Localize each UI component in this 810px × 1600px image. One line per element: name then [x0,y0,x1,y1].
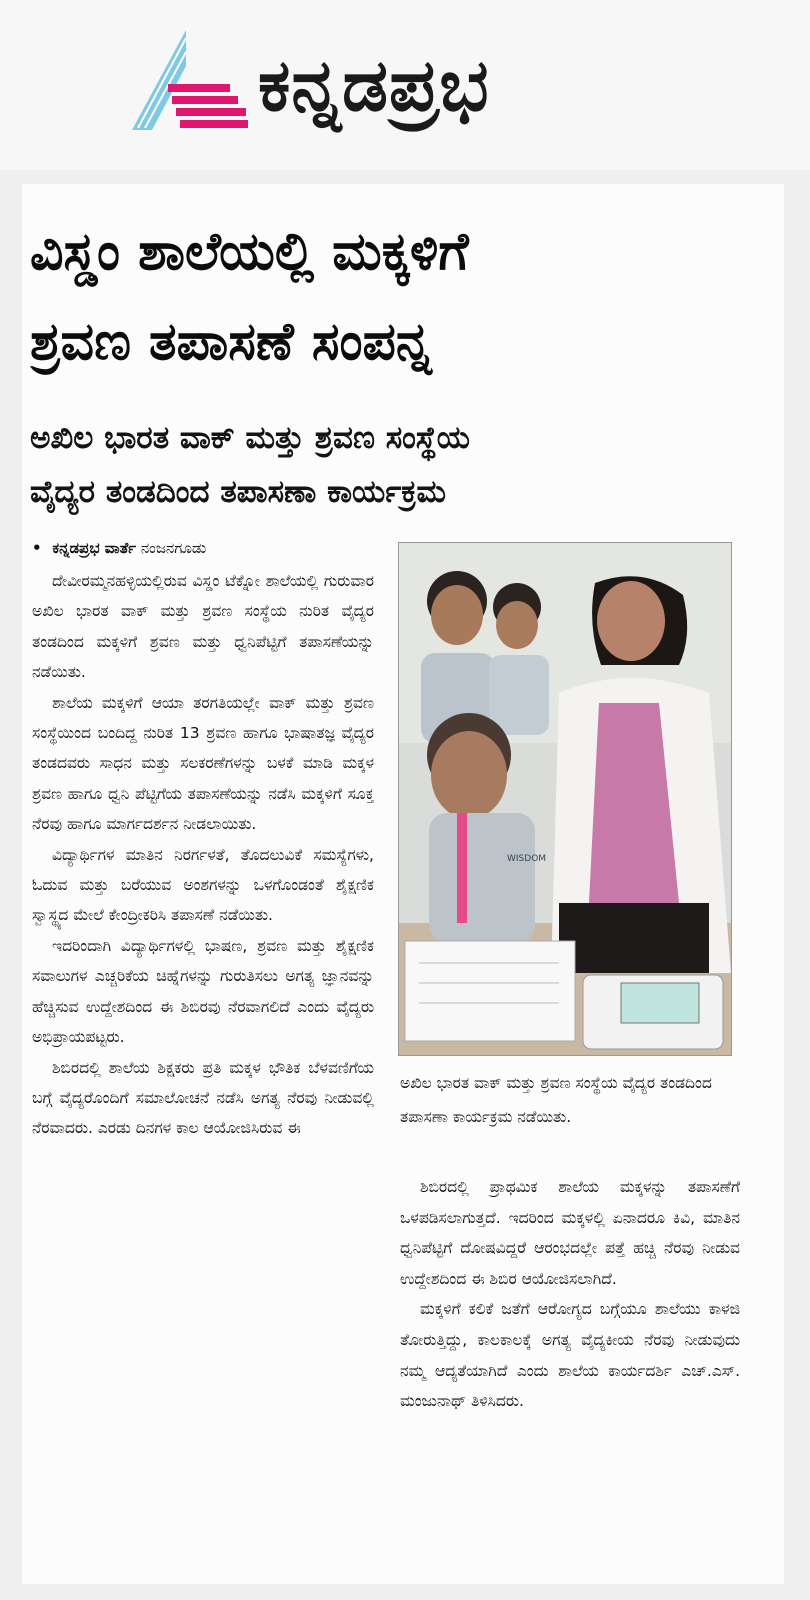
article-column-right [400,1172,740,1417]
byline-place: ನಂಜನಗೂಡು [140,539,207,557]
kannada-prabha-logo-icon [128,28,248,134]
article-paragraph: ಮಕ್ಕಳಿಗೆ ಕಲಿಕೆ ಜತೆಗೆ ಆರೋಗ್ಯದ ಬಗ್ಗೆಯೂ ಶಾಲೆಯು ಕಾಳಜಿ ತೋರುತ್ತಿದ್ದು, ಕಾಲಕಾಲಕ್ಕೆ ಅಗತ್ಯ ವೈದ್ಯಕೀಯ ನೆರವು ನೀಡುವುದು ನಮ್ಮ ಆದ್ಯತೆಯಾಗಿದೆ ಎಂದು ಶಾಲೆಯ ಕಾರ್ಯದರ್ಶಿ ಎಚ್.ಎಸ್. ಮಂಜುನಾಥ್ ತಿಳಿಸಿದರು. [400,1300,740,1411]
headline-line-1: ವಿಸ್ಡಂ ಶಾಲೆಯಲ್ಲಿ ಮಕ್ಕಳಿಗೆ [30,222,469,282]
photo-caption: ಅಖಿಲ ಭಾರತ ವಾಕ್ ಮತ್ತು ಶ್ರವಣ ಸಂಸ್ಥೆಯ ವೈದ್ಯರ ತಂಡದಿಂದ ತಪಾಸಣಾ ಕಾರ್ಯಕ್ರಮ ನಡೆಯಿತು. [400,1074,712,1126]
shirt-text: WISDOM [507,854,547,864]
masthead [0,0,810,170]
hearing-test-photo [399,543,731,1055]
masthead-title: ಕನ್ನಡಪ್ರಭ [258,43,490,127]
bullet-icon: • [32,539,42,557]
article-paragraph: ವಿದ್ಯಾರ್ಥಿಗಳ ಮಾತಿನ ನಿರರ್ಗಳತೆ, ತೊದಲುವಿಕೆ ಸಮಸ್ಯೆಗಳು, ಓದುವ ಮತ್ತು ಬರೆಯುವ ಅಂಶಗಳನ್ನು ಒಳಗೊಂಡಂತೆ ಶೈಕ್ಷಣಿಕ ಸ್ವಾಸ್ಥ್ಯದ ಮೇಲೆ ಕೇಂದ್ರೀಕರಿಸಿ ತಪಾಸಣೆ ನಡೆಯಿತು. [32,845,374,925]
byline-source: ಕನ್ನಡಪ್ರಭ ವಾರ್ತೆ [52,539,137,557]
article-paragraph: ಶಿಬಿರದಲ್ಲಿ ಶಾಲೆಯ ಶಿಕ್ಷಕರು ಪ್ರತಿ ಮಕ್ಕಳ ಭೌತಿಕ ಬೆಳವಣಿಗೆಯ ಬಗ್ಗೆ ವೈದ್ಯರೊಂದಿಗೆ ಸಮಾಲೋಚನೆ ನಡೆಸಿ ಅಗತ್ಯ ನೆರವು ನೀಡುವಲ್ಲಿ ನೆರವಾದರು. ಎರಡು ದಿನಗಳ ಕಾಲ ಆಯೋಜಿಸಿರುವ ಈ [32,1058,374,1138]
article-paragraph: ದೇವೀರಮ್ಮನಹಳ್ಳಿಯಲ್ಲಿರುವ ವಿಸ್ಡಂ ಟೆಕ್ನೋ ಶಾಲೆಯಲ್ಲಿ ಗುರುವಾರ ಅಖಿಲ ಭಾರತ ವಾಕ್ ಮತ್ತು ಶ್ರವಣ ಸಂಸ್ಥೆಯ ನುರಿತ ವೈದ್ಯರ ತಂಡದಿಂದ ಮಕ್ಕಳಿಗೆ ಶ್ರವಣ ಮತ್ತು ಧ್ವನಿಪೆಟ್ಟಿಗೆ ತಪಾಸಣೆಯನ್ನು ನಡೆಯಿತು. [32,572,374,682]
article-paragraph: ಇದರಿಂದಾಗಿ ವಿದ್ಯಾರ್ಥಿಗಳಲ್ಲಿ ಭಾಷಣ, ಶ್ರವಣ ಮತ್ತು ಶೈಕ್ಷಣಿಕ ಸವಾಲುಗಳ ಎಚ್ಚರಿಕೆಯ ಚಿಹ್ನೆಗಳನ್ನು ಗುರುತಿಸಲು ಅಗತ್ಯ ಜ್ಞಾನವನ್ನು ಹೆಚ್ಚಿಸುವ ಉದ್ದೇಶದಿಂದ ಈ ಶಿಬಿರವು ನೆರವಾಗಲಿದೆ ಎಂದು ವೈದ್ಯರು ಅಭಿಪ್ರಾಯಪಟ್ಟರು. [32,936,374,1047]
article-column-left [32,566,374,1144]
subheadline-line-2: ವೈದ್ಯರ ತಂಡದಿಂದ ತಪಾಸಣಾ ಕಾರ್ಯಕ್ರಮ [30,474,447,510]
subheadline-line-1: ಅಖಿಲ ಭಾರತ ವಾಕ್ ಮತ್ತು ಶ್ರವಣ ಸಂಸ್ಥೆಯ [30,420,470,456]
article-paragraph: ಶಾಲೆಯ ಮಕ್ಕಳಿಗೆ ಆಯಾ ತರಗತಿಯಲ್ಲೇ ವಾಕ್ ಮತ್ತು ಶ್ರವಣ ಸಂಸ್ಥೆಯಿಂದ ಬಂದಿದ್ದ ನುರಿತ 13 ಶ್ರವಣ ಹಾಗೂ ಭಾಷಾತಜ್ಞ ವೈದ್ಯರ ತಂಡದವರು ಸಾಧನ ಮತ್ತು ಸಲಕರಣೆಗಳನ್ನು ಬಳಕೆ ಮಾಡಿ ಮಕ್ಕಳ ಶ್ರವಣ ಹಾಗೂ ಧ್ವನಿ ಪೆಟ್ಟಿಗೆಯ ತಪಾಸಣೆಯನ್ನು ನಡೆಸಿ ಮಕ್ಕಳಿಗೆ ಸೂಕ್ತ ನೆರವು ಹಾಗೂ ಮಾರ್ಗದರ್ಶನ ನೀಡಲಾಯಿತು. [32,693,374,834]
article-paragraph: ಶಿಬಿರದಲ್ಲಿ ಪ್ರಾಥಮಿಕ ಶಾಲೆಯ ಮಕ್ಕಳನ್ನು ತಪಾಸಣೆಗೆ ಒಳಪಡಿಸಲಾಗುತ್ತದೆ. ಇದರಿಂದ ಮಕ್ಕಳಲ್ಲಿ ಏನಾದರೂ ಕಿವಿ, ಮಾತಿನ ಧ್ವನಿಪೆಟ್ಟಿಗೆ ದೋಷವಿದ್ದರೆ ಆರಂಭದಲ್ಲೇ ಪತ್ತೆ ಹಚ್ಚಿ ನೆರವು ನೀಡುವ ಉದ್ದೇಶದಿಂದ ಈ ಶಿಬಿರ ಆಯೋಜಿಸಲಾಗಿದೆ. [400,1178,740,1288]
byline [32,534,392,562]
headline-line-2: ಶ್ರವಣ ತಪಾಸಣೆ ಸಂಪನ್ನ [30,312,432,372]
article-photo [398,542,732,1056]
